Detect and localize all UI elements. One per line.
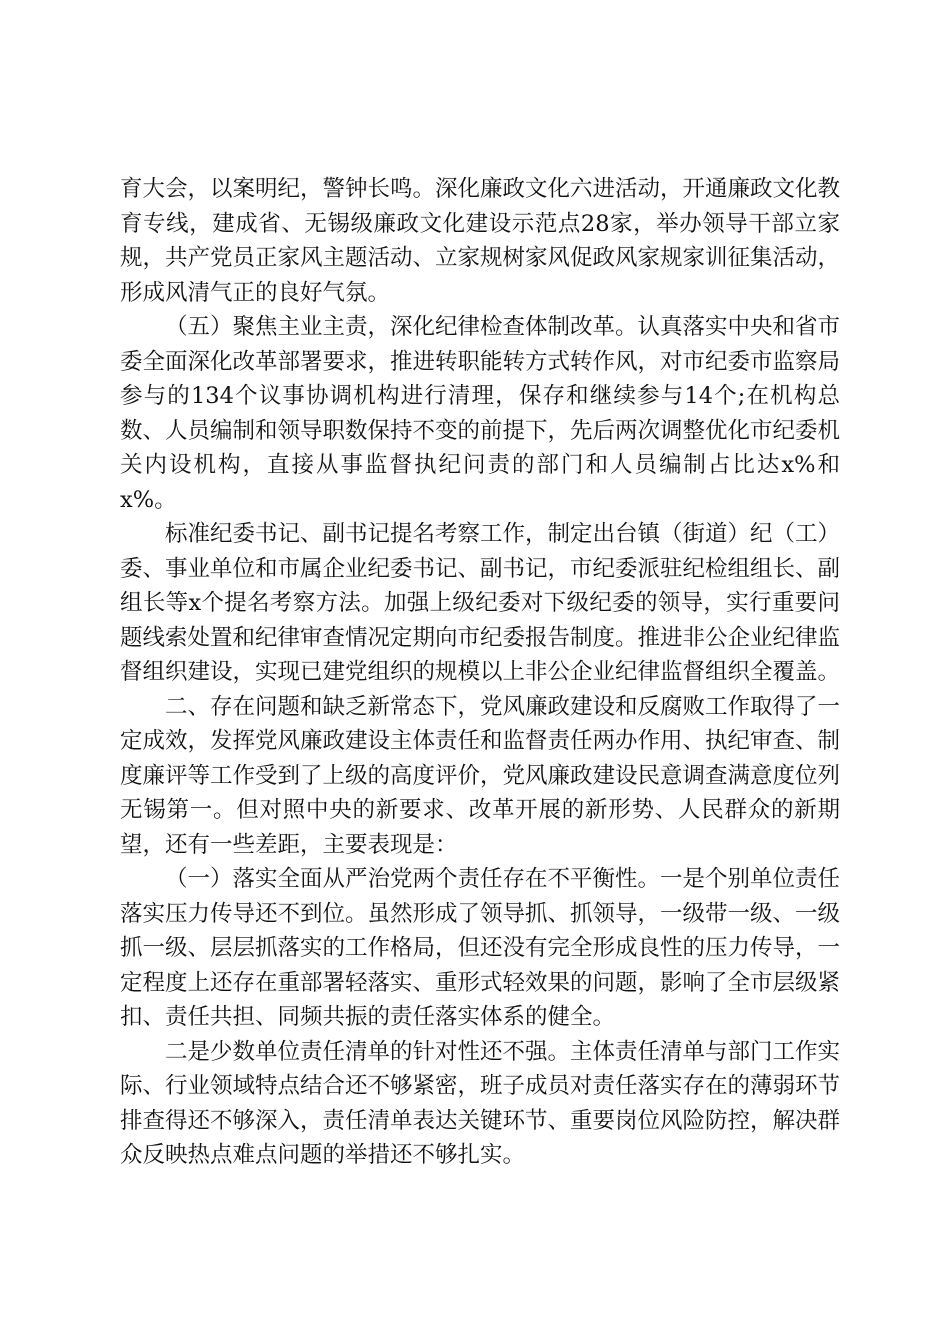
- paragraph-2: （五）聚焦主业主责，深化纪律检查体制改革。认真落实中央和省市委全面深化改革部署要求，推进转职能转方式转作风，对市纪委市监察局参与的134个议事协调机构进行清理，保存和继续参与14个;在机构总数、人员编制和领导职数保持不变的前提下，先后两次调整优化市纪委机关内设机构，直接从事监督执纪问责的部门和人员编制占比达x%和x%。: [120, 314, 841, 513]
- paragraph-1: 育大会，以案明纪，警钟长鸣。深化廉政文化六进活动，开通廉政文化教育专线，建成省、无锡级廉政文化建设示范点28家，举办领导干部立家规，共产党员正家风主题活动、立家规树家风促政风家规家训征集活动，形成风清气正的良好气氛。: [120, 176, 841, 306]
- document-body: [120, 172, 840, 1173]
- paragraph-3: 标准纪委书记、副书记提名考察工作，制定出台镇（街道）纪（工）委、事业单位和市属企业纪委书记、副书记，市纪委派驻纪检组组长、副组长等x个提名考察方法。加强上级纪委对下级纪委的领导，实行重要问题线索处置和纪律审查情况定期向市纪委报告制度。推进非公企业纪律监督组织建设，实现已建党组织的规模以上非公企业纪律监督组织全覆盖。: [120, 521, 841, 685]
- paragraph-5: （一）落实全面从严治党两个责任存在不平衡性。一是个别单位责任落实压力传导还不到位。虽然形成了领导抓、抓领导，一级带一级、一级抓一级、层层抓落实的工作格局，但还没有完全形成良性的压力传导，一定程度上还存在重部署轻落实、重形式轻效果的问题，影响了全市层级紧扣、责任共担、同频共振的责任落实体系的健全。: [120, 866, 841, 1030]
- paragraph-6: 二是少数单位责任清单的针对性还不强。主体责任清单与部门工作实际、行业领域特点结合还不够紧密，班子成员对责任落实存在的薄弱环节排查得还不够深入，责任清单表达关键环节、重要岗位风险防控，解决群众反映热点难点问题的举措还不够扎实。: [120, 1038, 841, 1168]
- paragraph-4: 二、存在问题和缺乏新常态下，党风廉政建设和反腐败工作取得了一定成效，发挥党风廉政建设主体责任和监督责任两办作用、执纪审查、制度廉评等工作受到了上级的高度评价，党风廉政建设民意调查满意度位列无锡第一。但对照中央的新要求、改革开展的新形势、人民群众的新期望，还有一些差距，主要表现是：: [120, 693, 841, 858]
